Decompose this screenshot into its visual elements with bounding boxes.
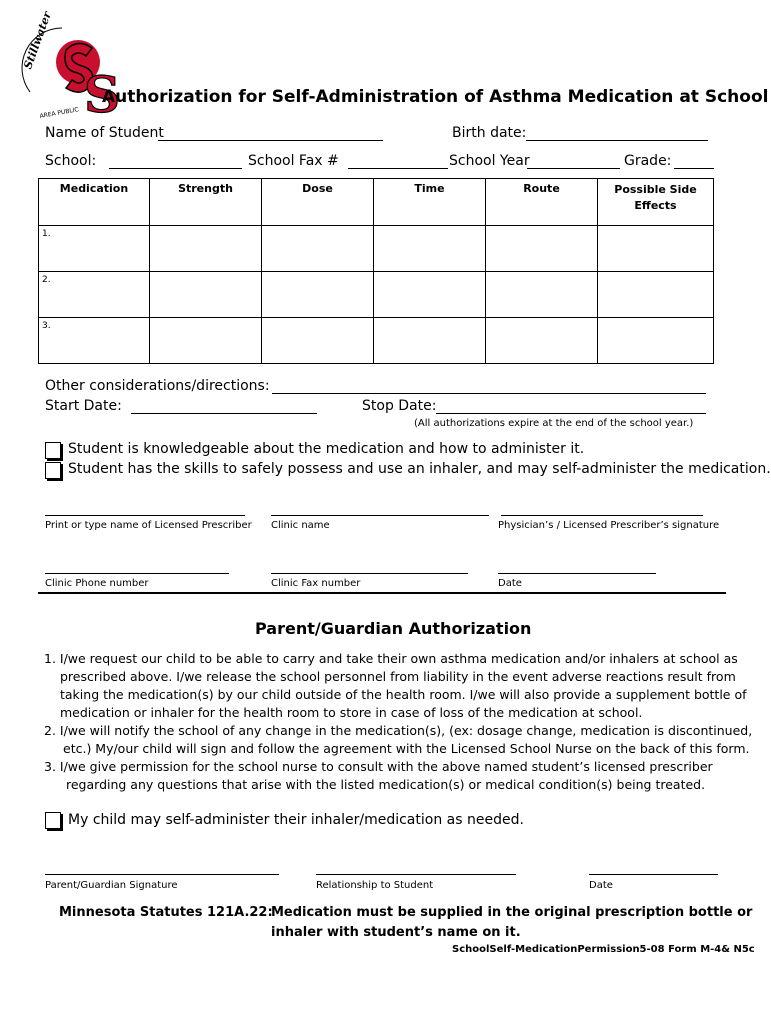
form-title: Authorization for Self-Administration of Asthma Medication at School — [102, 87, 769, 107]
birth-date-field[interactable] — [526, 140, 708, 141]
clinic-phone-label: Clinic Phone number — [45, 578, 149, 589]
student-name-label: Name of Student — [45, 125, 164, 141]
parent-item-1 — [44, 650, 753, 794]
relationship-label: Relationship to Student — [316, 880, 434, 891]
stop-date-label: Stop Date: — [362, 398, 437, 414]
start-date-label: Start Date: — [45, 398, 122, 414]
clinic-fax-field[interactable] — [271, 573, 468, 574]
header-dose: Dose — [262, 179, 374, 226]
start-date-field[interactable] — [131, 413, 317, 414]
statute-line-2: inhaler with student’s name on it. — [271, 925, 521, 940]
prescriber-date-label: Date — [498, 578, 522, 589]
table-cell[interactable] — [598, 272, 714, 318]
parent-item-line: 3. I/we give permission for the school nurse to consult with the above named student’s licensed prescriber — [44, 759, 713, 774]
school-fax-field[interactable] — [348, 168, 448, 169]
table-cell[interactable] — [262, 226, 374, 272]
header-side-effects: Possible Side Effects — [598, 179, 714, 226]
parent-item-line: medication or inhaler for the health room to store in case of loss of the medication at school. — [60, 705, 643, 720]
skills-checkbox[interactable] — [45, 462, 61, 479]
header-time: Time — [374, 179, 486, 226]
parent-signature-field[interactable] — [45, 874, 279, 875]
parent-signature-label: Parent/Guardian Signature — [45, 880, 178, 891]
birth-date-label: Birth date: — [452, 125, 527, 141]
knowledge-label: Student is knowledgeable about the medication and how to administer it. — [68, 441, 585, 457]
table-cell[interactable] — [150, 272, 262, 318]
table-cell[interactable] — [486, 318, 598, 364]
header-strength: Strength — [150, 179, 262, 226]
table-row — [39, 318, 714, 364]
prescriber-name-field[interactable] — [45, 515, 245, 516]
prescriber-name-label: Print or type name of Licensed Prescriber — [45, 520, 252, 531]
table-cell[interactable] — [486, 272, 598, 318]
relationship-field[interactable] — [316, 874, 516, 875]
table-cell[interactable] — [598, 226, 714, 272]
row-number[interactable]: 2. — [39, 272, 150, 318]
prescriber-date-field[interactable] — [498, 573, 656, 574]
knowledge-checkbox[interactable] — [45, 442, 61, 459]
statute-label: Minnesota Statutes 121A.22: — [59, 905, 273, 920]
table-cell[interactable] — [598, 318, 714, 364]
parent-date-label: Date — [589, 880, 613, 891]
school-year-label: School Year — [449, 153, 530, 169]
form-footer: SchoolSelf-MedicationPermission5-08 Form M-4& N5c — [452, 944, 755, 955]
other-considerations-field[interactable] — [272, 393, 706, 394]
prescriber-signature-label: Physician’s / Licensed Prescriber’s signature — [498, 520, 720, 531]
statute-line-1: Medication must be supplied in the original prescription bottle or — [271, 905, 753, 920]
parent-item-line: taking the medication(s) by our child outside of the health room. I/we will also provide a supplement bottle of — [60, 687, 747, 702]
parent-item-line: prescribed above. I/we release the school personnel from liability in the event adverse reactions result from — [60, 669, 736, 684]
svg-text:S: S — [84, 65, 121, 124]
table-cell[interactable] — [262, 272, 374, 318]
table-cell[interactable] — [374, 318, 486, 364]
parent-date-field[interactable] — [589, 874, 718, 875]
row-number[interactable]: 1. — [39, 226, 150, 272]
grade-label: Grade: — [624, 153, 672, 169]
school-fax-label: School Fax # — [248, 153, 339, 169]
table-cell[interactable] — [150, 226, 262, 272]
parent-item-line: 2. I/we will notify the school of any change in the medication(s), (ex: dosage change, medication is discontinued, — [44, 723, 753, 738]
svg-text:AREA PUBLIC: AREA PUBLIC — [39, 106, 80, 120]
parent-item-line: etc.) My/our child will sign and follow the agreement with the Licensed School Nurse on the back of this form. — [63, 741, 750, 756]
expire-note: (All authorizations expire at the end of the school year.) — [414, 418, 694, 429]
parent-item-line: 1. I/we request our child to be able to carry and take their own asthma medication and/or inhalers at school as — [44, 651, 738, 666]
header-medication: Medication — [39, 179, 150, 226]
prescriber-signature-field[interactable] — [501, 515, 703, 516]
clinic-name-field[interactable] — [271, 515, 489, 516]
svg-text:Stillwater: Stillwater — [21, 9, 54, 71]
self-admin-label: My child may self-administer their inhaler/medication as needed. — [68, 812, 524, 828]
school-label: School: — [45, 153, 97, 169]
school-year-field[interactable] — [527, 168, 620, 169]
self-admin-checkbox[interactable] — [45, 812, 61, 829]
parent-item-line: regarding any questions that arise with the listed medication(s) or medical condition(s) being treated. — [66, 777, 706, 792]
student-name-field[interactable] — [158, 140, 383, 141]
table-cell[interactable] — [486, 226, 598, 272]
table-row — [39, 272, 714, 318]
stop-date-field[interactable] — [436, 413, 706, 414]
row-number[interactable]: 3. — [39, 318, 150, 364]
district-logo — [21, 9, 121, 124]
table-cell[interactable] — [262, 318, 374, 364]
clinic-fax-label: Clinic Fax number — [271, 578, 361, 589]
skills-label: Student has the skills to safely possess and use an inhaler, and may self-administer the medication. — [68, 461, 771, 477]
table-cell[interactable] — [150, 318, 262, 364]
clinic-name-label: Clinic name — [271, 520, 330, 531]
medication-table — [38, 178, 714, 364]
other-considerations-label: Other considerations/directions: — [45, 378, 270, 394]
header-route: Route — [486, 179, 598, 226]
section-divider — [38, 592, 726, 594]
parent-heading: Parent/Guardian Authorization — [255, 619, 532, 638]
table-row — [39, 226, 714, 272]
table-cell[interactable] — [374, 272, 486, 318]
grade-field[interactable] — [674, 168, 714, 169]
school-field[interactable] — [109, 168, 242, 169]
clinic-phone-field[interactable] — [45, 573, 229, 574]
table-cell[interactable] — [374, 226, 486, 272]
